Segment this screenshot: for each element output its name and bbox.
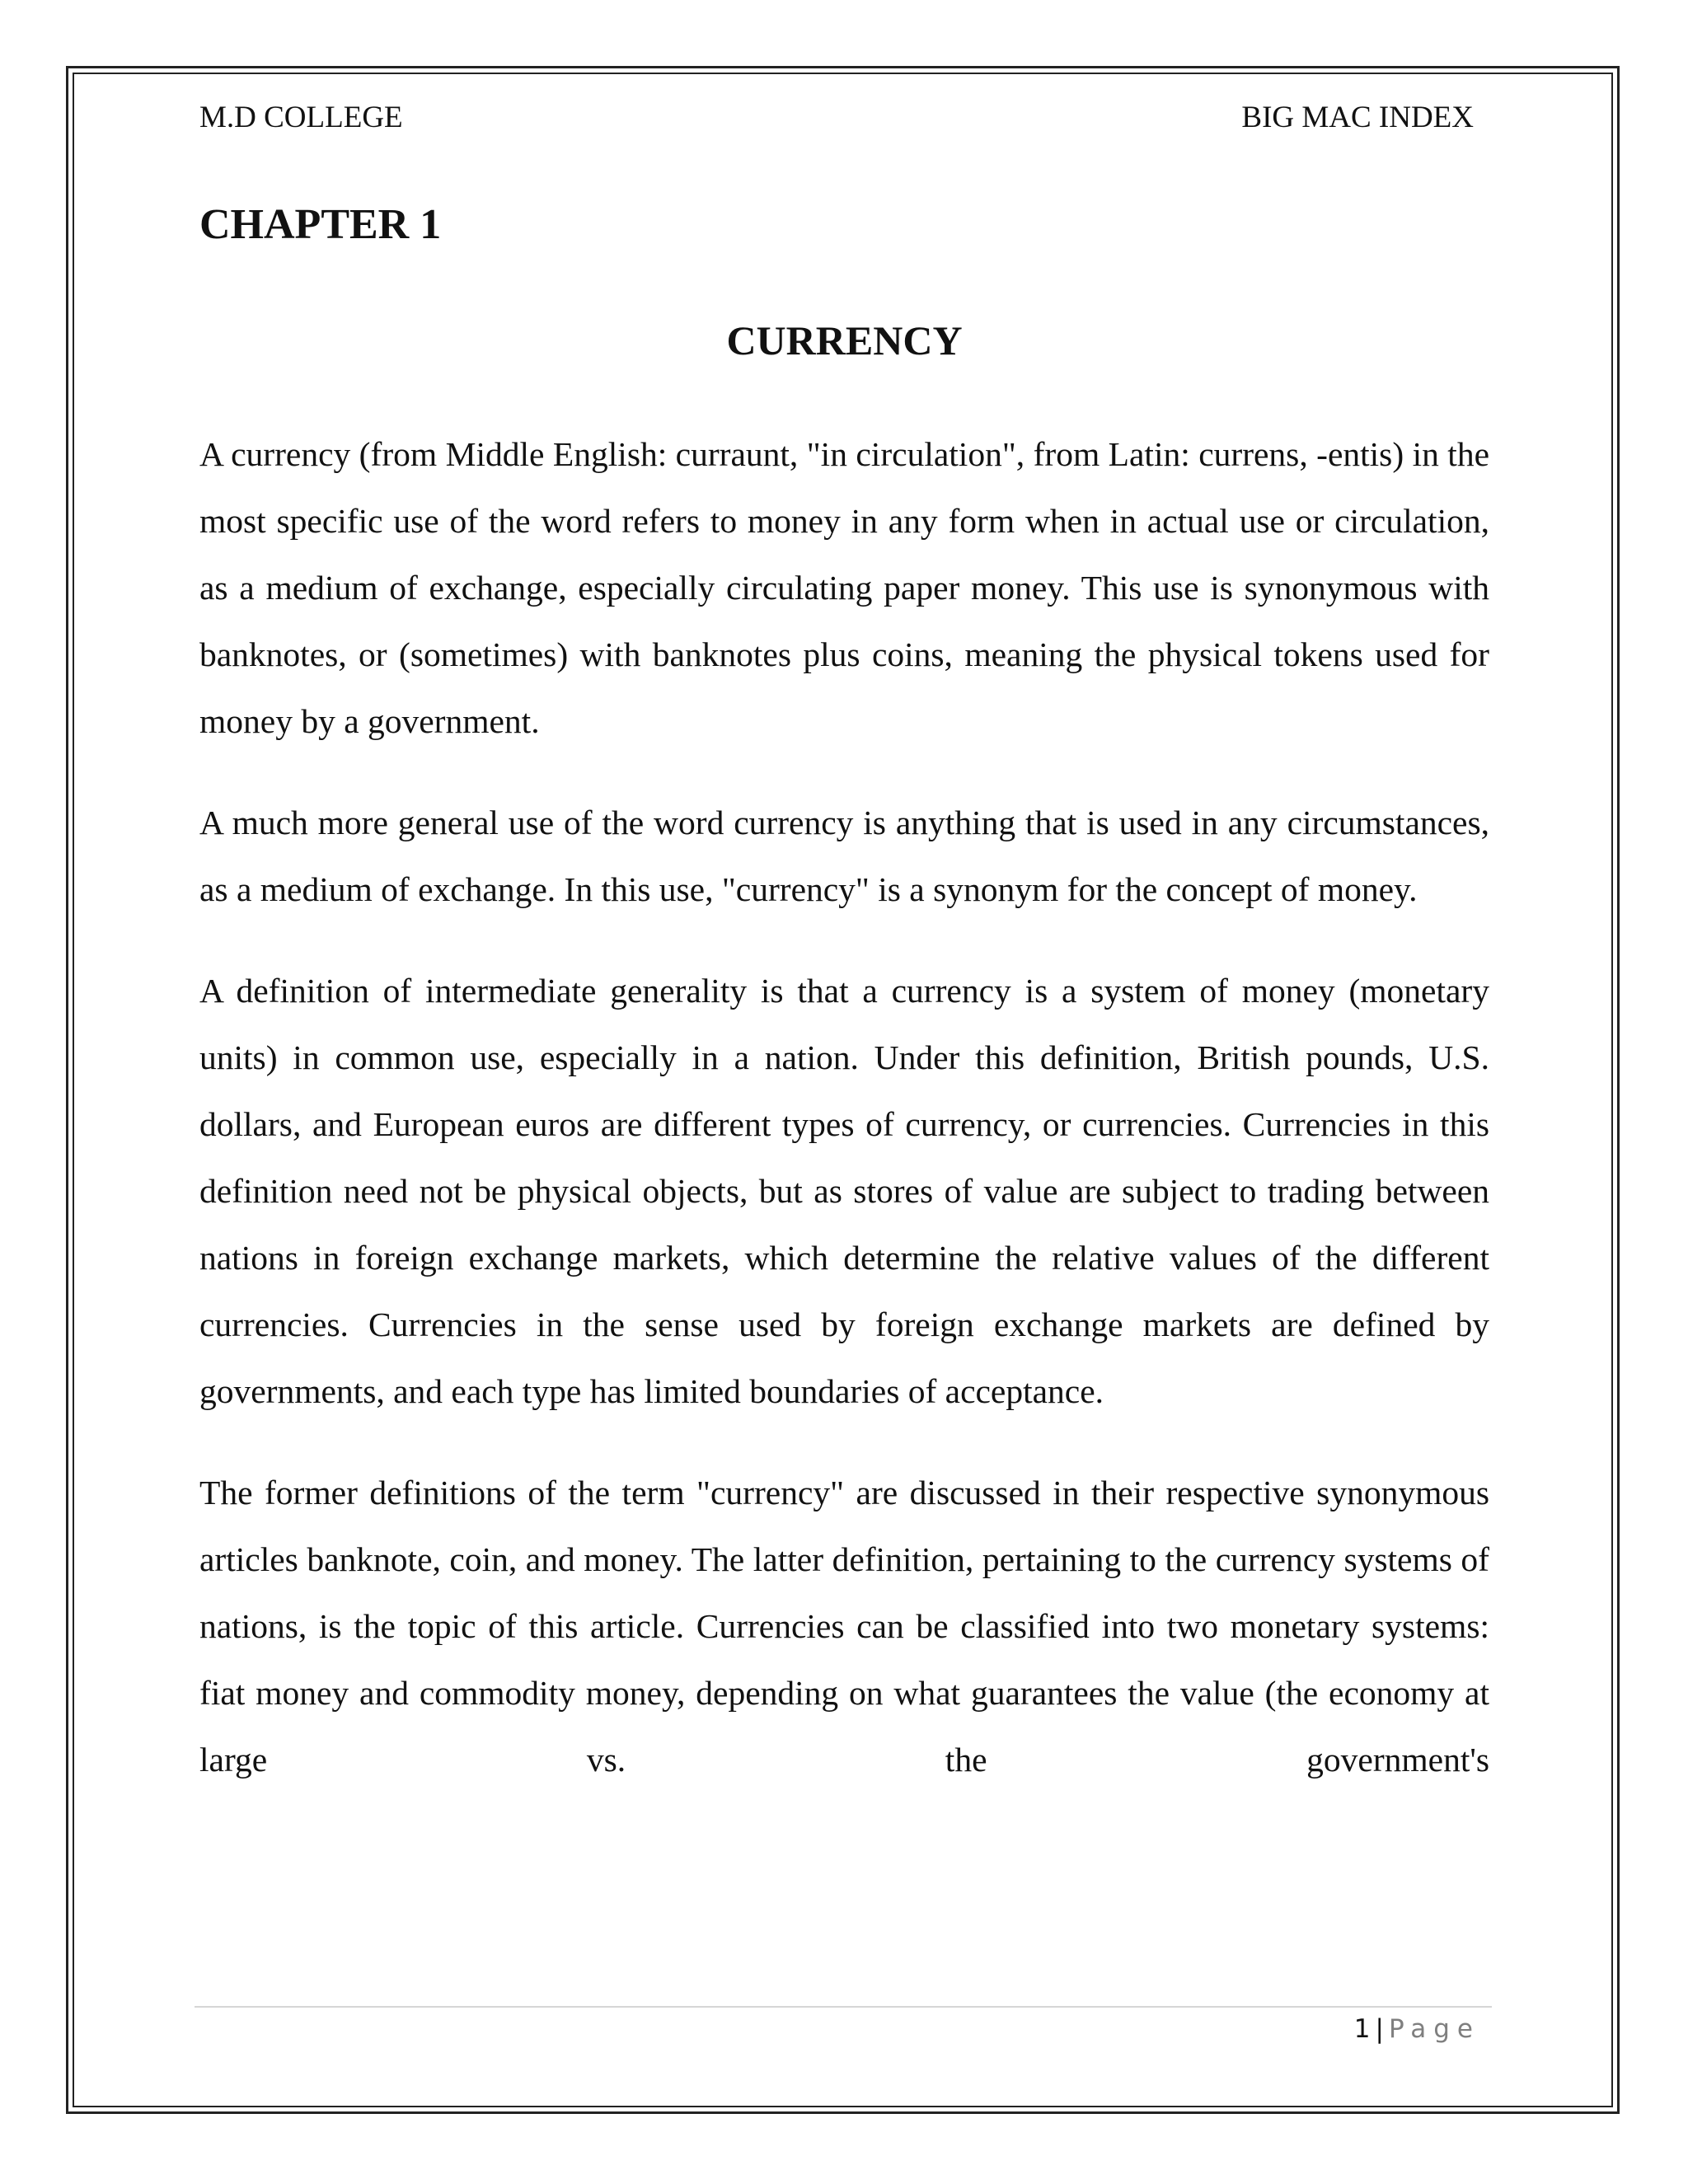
paragraph-4: The former definitions of the term "currency" are discussed in their respective synonymous articles banknote, coin, and money. The latter definition, pertaining to the currency systems of nations, is the topic of this article. Currencies can be classified into two monetary systems: fiat money and commodity money, depending on what guarantees the value (the economy at large vs. the government's: [199, 1474, 1489, 1779]
section-title: CURRENCY: [726, 317, 963, 363]
footer-divider: [195, 2006, 1492, 2008]
page-number: 1: [1353, 2014, 1371, 2044]
paragraph-2: A much more general use of the word currency is anything that is used in any circumstances, as a medium of exchange. In this use, "currency" is a synonym for the concept of money.: [199, 804, 1489, 908]
header-document-title: BIG MAC INDEX: [1241, 101, 1474, 134]
header-college-name: M.D COLLEGE: [199, 101, 403, 134]
paragraph-3: A definition of intermediate generality is that a currency is a system of money (monetary units) in common use, especially in a nation. Under this definition, British pounds, U.S. dollars, and European euros are different types of currency, or currencies. Currencies in this definition need not be physical objects, but as stores of value are subject to trading between nations in foreign exchange markets, which determine the relative values of the different currencies. Currencies in the sense used by foreign exchange markets are defined by governments, and each type has limited boundaries of acceptance.: [199, 972, 1489, 1410]
paragraph-1: A currency (from Middle English: curraunt, "in circulation", from Latin: currens, -entis) in the most specific use of the word refers to money in any form when in actual use or circulation, as a medium of exchange, especially circulating paper money. This use is synonymous with banknotes, or (sometimes) with banknotes plus coins, meaning the physical tokens used for money by a government.: [199, 435, 1489, 740]
body-text: [199, 421, 1489, 1828]
footer-separator: |: [1375, 2014, 1384, 2044]
page-label: Page: [1388, 2014, 1480, 2044]
chapter-heading: CHAPTER 1: [199, 201, 442, 248]
page-footer: [1354, 2011, 1480, 2047]
